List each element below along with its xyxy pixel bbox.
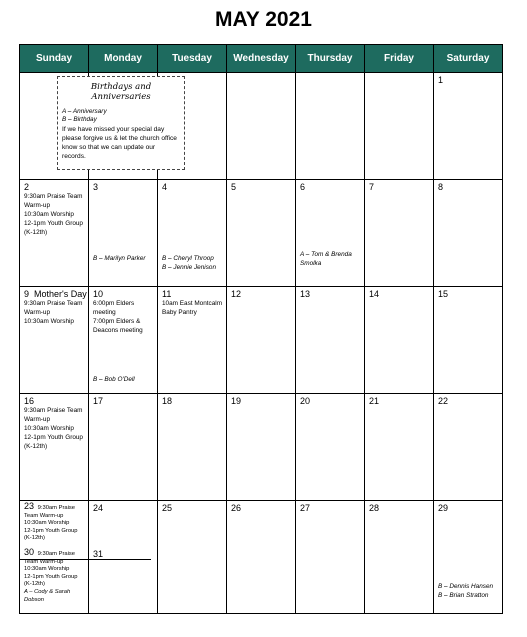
day-number: 17 xyxy=(93,396,104,406)
event-item: 10am East Montcalm Baby Pantry xyxy=(162,300,223,316)
box-message: If we have missed your special day please forgive us & let the church office know so that we can update our records. xyxy=(62,126,177,160)
day-cell xyxy=(158,394,227,501)
day-cell xyxy=(227,73,296,180)
day-cell xyxy=(434,501,503,614)
holiday-label: Mother's Day xyxy=(34,289,87,299)
day-cell xyxy=(227,394,296,501)
box-heading: Birthdays and Anniversaries xyxy=(90,82,152,102)
event-item: 6:00pm Elders meeting xyxy=(93,300,135,316)
birthday-entry-item: B – Jennie Jenison xyxy=(162,264,217,271)
day-cell xyxy=(365,501,434,614)
day-cell xyxy=(20,394,89,501)
day-number: 19 xyxy=(231,396,242,406)
event-item: 9:30am Praise Team Warm-up xyxy=(24,551,76,565)
day-number: 24 xyxy=(93,503,104,513)
birthdays-anniversaries-box xyxy=(57,76,185,170)
day-cell xyxy=(158,287,227,394)
day-cell xyxy=(20,180,89,287)
day-number: 21 xyxy=(369,396,380,406)
day-number: 14 xyxy=(369,289,380,299)
day-cell xyxy=(158,180,227,287)
day-cell xyxy=(227,180,296,287)
day-number: 30 xyxy=(24,547,35,557)
week-row-4 xyxy=(20,394,503,501)
day-number: 26 xyxy=(231,503,242,513)
event-list xyxy=(24,192,86,237)
day-cell xyxy=(365,394,434,501)
day-cell xyxy=(296,287,365,394)
day-number: 6 xyxy=(300,182,306,192)
day-cell xyxy=(296,73,365,180)
event-item: 7:00pm Elders & Deacons meeting xyxy=(93,318,143,334)
day-number: 15 xyxy=(438,289,449,299)
event-item: 12-1pm Youth Group (K-12th) xyxy=(24,527,78,542)
day-cell xyxy=(434,180,503,287)
day-number: 12 xyxy=(231,289,242,299)
day-number: 8 xyxy=(438,182,444,192)
day-cell xyxy=(365,73,434,180)
day-cell xyxy=(20,287,89,394)
day-cell xyxy=(227,287,296,394)
day-number: 31 xyxy=(93,549,104,559)
weekday-thursday: Thursday xyxy=(296,45,365,73)
birthday-entry-item: B – Brian Stratton xyxy=(438,592,489,599)
day-number: 28 xyxy=(369,503,380,513)
day-cell xyxy=(89,394,158,501)
day-number: 13 xyxy=(300,289,311,299)
event-item: 10:30am Worship xyxy=(24,318,74,325)
day-number: 1 xyxy=(438,75,444,85)
event-item: 10:30am Worship xyxy=(24,566,70,573)
day-cell xyxy=(296,501,365,614)
day-cell xyxy=(296,180,365,287)
event-list xyxy=(24,503,86,543)
birthday-entry-item: B – Cheryl Throop xyxy=(162,255,214,262)
day-cell xyxy=(20,501,89,614)
weekday-tuesday: Tuesday xyxy=(158,45,227,73)
day-cell xyxy=(434,394,503,501)
day-number: 5 xyxy=(231,182,237,192)
day-number xyxy=(24,289,87,299)
event-item: 12-1pm Youth Group (K-12th) xyxy=(24,573,78,588)
birthday-entry xyxy=(438,582,500,600)
event-list xyxy=(162,299,224,317)
birthday-entry: B – Marilyn Parker xyxy=(93,255,146,262)
page-title: MAY 2021 xyxy=(215,8,312,31)
weekday-friday: Friday xyxy=(365,45,434,73)
day-number: 27 xyxy=(300,503,311,513)
birthday-entry: B – Bob O'Dell xyxy=(93,376,135,383)
weekday-sunday: Sunday xyxy=(20,45,89,73)
split-day-divider xyxy=(20,559,151,560)
weekday-saturday: Saturday xyxy=(434,45,503,73)
day-cell xyxy=(296,394,365,501)
event-list xyxy=(93,299,155,335)
event-item: 12-1pm Youth Group (K-12th) xyxy=(24,220,83,236)
day-number: 3 xyxy=(93,182,99,192)
event-list xyxy=(24,406,86,451)
day-cell xyxy=(434,73,503,180)
day-number: 20 xyxy=(300,396,311,406)
event-item: 9:30am Praise Team Warm-up xyxy=(24,407,83,423)
day-cell xyxy=(365,287,434,394)
day-number-value: 9 xyxy=(24,289,30,299)
day-number: 4 xyxy=(162,182,168,192)
day-number: 11 xyxy=(162,289,172,299)
event-item: 9:30am Praise Team Warm-up xyxy=(24,193,83,209)
day-number: 10 xyxy=(93,289,104,299)
birthday-entry-item: B – Dennis Hansen xyxy=(438,583,494,590)
weekday-monday: Monday xyxy=(89,45,158,73)
day-number: 7 xyxy=(369,182,375,192)
legend-anniversary: A – Anniversary xyxy=(62,108,107,115)
day-number: 25 xyxy=(162,503,173,513)
day-cell xyxy=(89,501,158,614)
event-item: 10:30am Worship xyxy=(24,211,74,218)
day-cell xyxy=(89,287,158,394)
week-row-5 xyxy=(20,501,503,614)
day-number: 23 xyxy=(24,501,35,511)
day-cell xyxy=(434,287,503,394)
weekday-header-row xyxy=(20,45,503,73)
event-list xyxy=(24,549,86,604)
event-item: 10:30am Worship xyxy=(24,425,74,432)
day-number: 29 xyxy=(438,503,449,513)
event-item: 9:30am Praise Team Warm-up xyxy=(24,300,83,316)
event-list xyxy=(24,299,86,326)
birthday-entry xyxy=(162,254,224,272)
event-item: 10:30am Worship xyxy=(24,520,70,527)
day-number: 18 xyxy=(162,396,173,406)
anniversary-entry: A – Tom & Brenda Smolka xyxy=(300,251,352,267)
day-cell xyxy=(227,501,296,614)
day-number: 16 xyxy=(24,396,35,406)
weekday-wednesday: Wednesday xyxy=(227,45,296,73)
day-number: 22 xyxy=(438,396,449,406)
day-cell xyxy=(365,180,434,287)
anniversary-entry: A – Cody & Sarah Dobson xyxy=(24,588,71,603)
legend-birthday: B – Birthday xyxy=(62,116,97,123)
day-cell xyxy=(89,180,158,287)
week-row-3 xyxy=(20,287,503,394)
day-cell xyxy=(158,501,227,614)
event-item: 12-1pm Youth Group (K-12th) xyxy=(24,434,83,450)
week-row-2 xyxy=(20,180,503,287)
day-number: 2 xyxy=(24,182,30,192)
event-item: 9:30am Praise Team Warm-up xyxy=(24,505,76,519)
